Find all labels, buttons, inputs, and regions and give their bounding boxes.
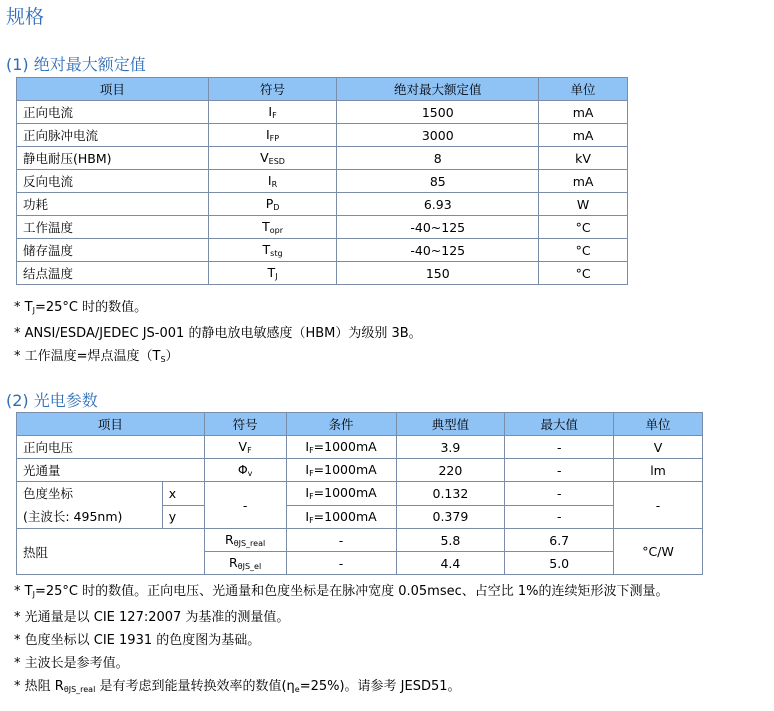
cell-value: 150	[337, 262, 539, 285]
header-unit: 单位	[539, 78, 628, 101]
table-row	[17, 216, 628, 239]
header-unit: 单位	[614, 413, 703, 436]
cell-item: 热阻	[17, 529, 205, 575]
table-row	[17, 262, 628, 285]
cell-value: 6.93	[337, 193, 539, 216]
cell-unit: V	[614, 436, 703, 459]
header-condition: 条件	[286, 413, 396, 436]
table-header-row	[17, 413, 703, 436]
cell-condition: -	[286, 529, 396, 552]
cell-typical: 0.132	[396, 482, 505, 506]
cell-unit: mA	[539, 101, 628, 124]
cell-unit: °C	[539, 239, 628, 262]
cell-typical: 4.4	[396, 552, 505, 575]
cell-item: 功耗	[17, 193, 209, 216]
cell-max: -	[505, 482, 614, 506]
table-row	[17, 436, 703, 459]
cell-value: -40~125	[337, 239, 539, 262]
table-row	[17, 170, 628, 193]
header-symbol: 符号	[208, 78, 337, 101]
cell-symbol: $T_{opr}$	[208, 216, 337, 239]
cell-typical: 220	[396, 459, 505, 482]
table-row	[17, 147, 628, 170]
header-symbol: 符号	[204, 413, 286, 436]
cell-item: 反向电流	[17, 170, 209, 193]
header-item: 项目	[17, 78, 209, 101]
cell-symbol: $R_{\theta JS\_el}$	[204, 552, 286, 575]
note-flux: * 光通量是以 CIE 127:2007 为基准的测量值。	[14, 610, 290, 625]
cell-unit: -	[614, 482, 703, 529]
cell-symbol: $T_J$	[208, 262, 337, 285]
cell-symbol: $T_{stg}$	[208, 239, 337, 262]
cell-condition: -	[286, 552, 396, 575]
cell-value: 8	[337, 147, 539, 170]
cell-max: 5.0	[505, 552, 614, 575]
cell-typical: 3.9	[396, 436, 505, 459]
cell-symbol: $V_F$	[204, 436, 286, 459]
cell-value: 3000	[337, 124, 539, 147]
cell-symbol: $P_D$	[208, 193, 337, 216]
cell-item: 色度坐标 (主波长: 495nm)	[17, 482, 163, 529]
header-rating: 绝对最大额定值	[337, 78, 539, 101]
header-max: 最大值	[505, 413, 614, 436]
table-row	[17, 193, 628, 216]
cell-value: 85	[337, 170, 539, 193]
absolute-max-table	[16, 77, 628, 285]
cell-item: 正向脉冲电流	[17, 124, 209, 147]
cell-item: 正向电压	[17, 436, 205, 459]
note-measurement: * $T_J=25^\circ C$ 时的数值。正向电压、光通量和色度坐标是在脉冲宽度 0.05msec、占空比 1%的连续矩形波下测量。	[14, 584, 669, 599]
cell-item: 结点温度	[17, 262, 209, 285]
cell-item: 储存温度	[17, 239, 209, 262]
section1-notes	[14, 296, 422, 371]
cell-unit: kV	[539, 147, 628, 170]
cell-condition: $I_F=1000mA$	[286, 482, 396, 506]
cell-condition: $I_F=1000mA$	[286, 436, 396, 459]
cell-max: -	[505, 459, 614, 482]
header-item: 项目	[17, 413, 205, 436]
cell-unit: lm	[614, 459, 703, 482]
cell-symbol: $I_{FP}$	[208, 124, 337, 147]
cell-symbol: $I_F$	[208, 101, 337, 124]
cell-condition: $I_F=1000mA$	[286, 459, 396, 482]
cell-unit: W	[539, 193, 628, 216]
table-row	[17, 459, 703, 482]
note-tj: * $T_J=25^\circ C$ 时的数值。	[14, 300, 148, 315]
cell-subitem: y	[162, 505, 204, 529]
cell-unit: °C	[539, 262, 628, 285]
cell-unit: °C/W	[614, 529, 703, 575]
table-row	[17, 101, 628, 124]
cell-item: 工作温度	[17, 216, 209, 239]
cell-item: 静电耐压(HBM)	[17, 147, 209, 170]
cell-value: -40~125	[337, 216, 539, 239]
cell-symbol: -	[204, 482, 286, 529]
cell-symbol: $\Phi_v$	[204, 459, 286, 482]
section-title-electro-optical: (2) 光电参数	[6, 391, 98, 410]
note-chroma: * 色度坐标以 CIE 1931 的色度图为基础。	[14, 633, 261, 648]
cell-symbol: $V_{ESD}$	[208, 147, 337, 170]
electro-optical-table	[16, 412, 703, 575]
cell-unit: mA	[539, 170, 628, 193]
section2-notes	[14, 580, 669, 701]
note-opr-temp: * 工作温度=焊点温度$(T_S)$	[14, 349, 179, 364]
cell-symbol: $I_R$	[208, 170, 337, 193]
cell-typical: 5.8	[396, 529, 505, 552]
page-title: 规格	[6, 6, 45, 28]
cell-item: 光通量	[17, 459, 205, 482]
table-row	[17, 529, 703, 552]
cell-max: -	[505, 505, 614, 529]
cell-max: 6.7	[505, 529, 614, 552]
note-esd: * ANSI/ESDA/JEDEC JS-001 的静电放电敏感度（HBM）为级别 3B。	[14, 326, 422, 341]
note-thermal: * 热阻 $R_{\theta JS\_real}$ 是有考虑到能量转换效率的数值$(\eta_e=25\%)$。请参考 JESD51。	[14, 679, 461, 694]
header-typical: 典型值	[396, 413, 505, 436]
cell-max: -	[505, 436, 614, 459]
cell-typical: 0.379	[396, 505, 505, 529]
table-row	[17, 482, 703, 506]
cell-symbol: $R_{\theta JS\_real}$	[204, 529, 286, 552]
cell-unit: °C	[539, 216, 628, 239]
cell-subitem: x	[162, 482, 204, 506]
table-row	[17, 239, 628, 262]
cell-item: 正向电流	[17, 101, 209, 124]
cell-value: 1500	[337, 101, 539, 124]
table-header-row	[17, 78, 628, 101]
note-dominant-wavelength: * 主波长是参考值。	[14, 656, 129, 671]
cell-condition: $I_F=1000mA$	[286, 505, 396, 529]
table-row	[17, 124, 628, 147]
cell-unit: mA	[539, 124, 628, 147]
section-title-absolute-max: (1) 绝对最大额定值	[6, 55, 146, 74]
